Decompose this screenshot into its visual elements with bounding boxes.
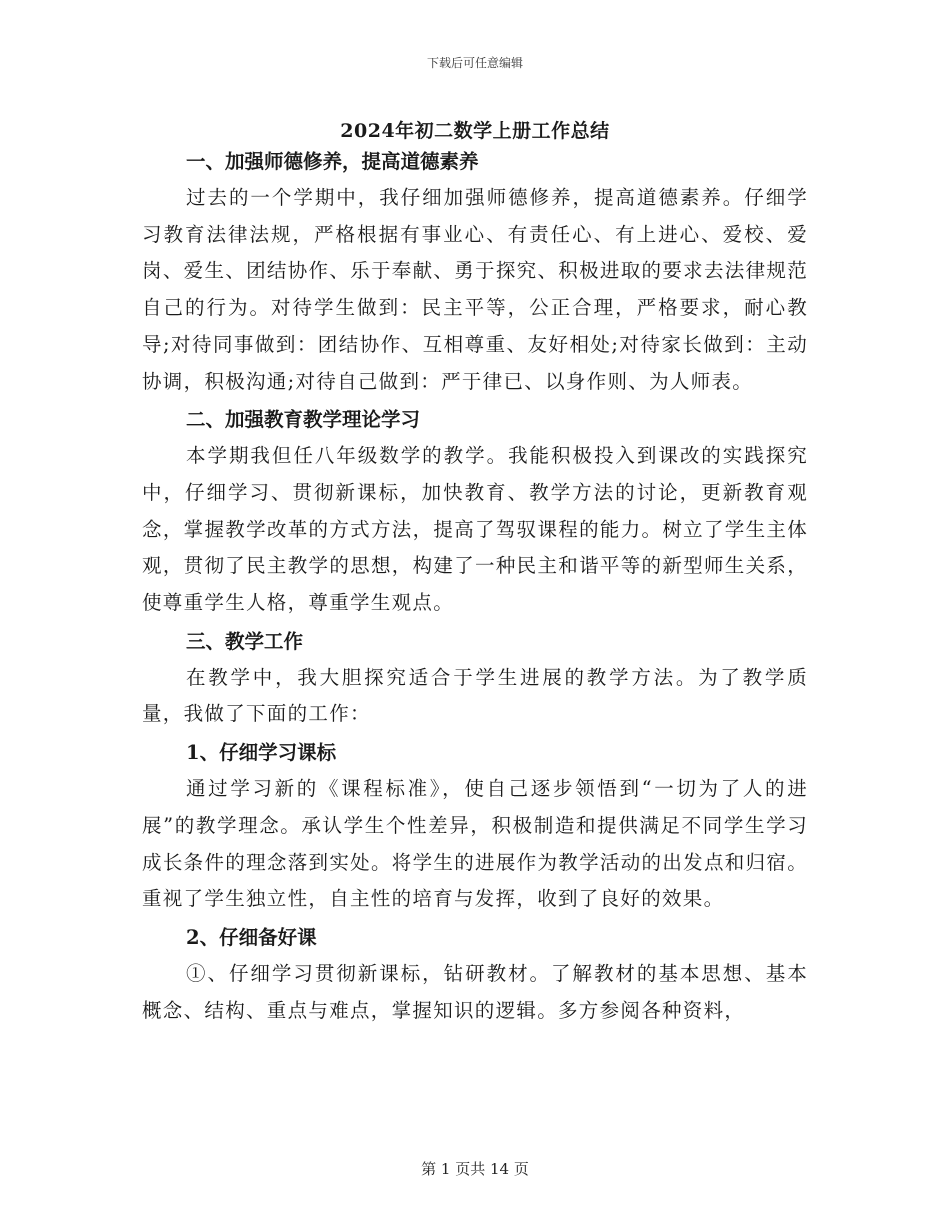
header-note: 下载后可任意编辑 <box>426 56 523 70</box>
section-heading-1: 一、加强师德修养，提高道德素养 <box>186 150 479 173</box>
document-title: 2024年初二数学上册工作总结 <box>340 120 610 142</box>
section-heading-2: 二、加强教育教学理论学习 <box>186 408 421 432</box>
page-footer: 第 1 页共 14 页 <box>421 1160 529 1178</box>
section-heading-3: 三、教学工作 <box>186 629 304 653</box>
section-1-paragraph: 过去的一个学期中，我仔细加强师德修养，提高道德素养。仔细学习教育法律法规，严格根据有事业心、有责任心、有上进心、爱校、爱岗、爱生、团结协作、乐于奉献、勇于探究、积极进取的要求去法律规范自己的行为。对待学生做到：民主平等，公正合理，严格要求，耐心教导;对待同事做到：团结协作、互相尊重、友好相处;对待家长做到：主动协调，积极沟通;对待自己做到：严于律已、以身作则、为人师表。 <box>142 186 808 393</box>
subsection-heading-3-2: 2、仔细备好课 <box>186 925 317 949</box>
subsection-3-2-paragraph: ①、仔细学习贯彻新课标，钻研教材。了解教材的基本思想、基本概念、结构、重点与难点，掌握知识的逻辑。多方参阅各种资料， <box>142 961 808 1022</box>
document-body <box>142 144 808 1029</box>
subsection-heading-3-1: 1、仔细学习课标 <box>186 741 337 765</box>
section-2-paragraph: 本学期我但任八年级数学的教学。我能积极投入到课改的实践探究中，仔细学习、贯彻新课标，加快教育、教学方法的讨论，更新教育观念，掌握教学改革的方式方法，提高了驾驭课程的能力。树立了学生主体观，贯彻了民主教学的思想，构建了一种民主和谐平等的新型师生关系，使尊重学生人格，尊重学生观点。 <box>142 444 808 615</box>
section-3-paragraph: 在教学中，我大胆探究适合于学生进展的教学方法。为了教学质量，我做了下面的工作： <box>142 665 808 726</box>
subsection-3-1-paragraph: 通过学习新的《课程标准》，使自己逐步领悟到“一切为了人的进展”的教学理念。承认学生个性差异，积极制造和提供满足不同学生学习成长条件的理念落到实处。将学生的进展作为教学活动的出发点和归宿。重视了学生独立性，自主性的培育与发挥，收到了良好的效果。 <box>142 777 808 911</box>
